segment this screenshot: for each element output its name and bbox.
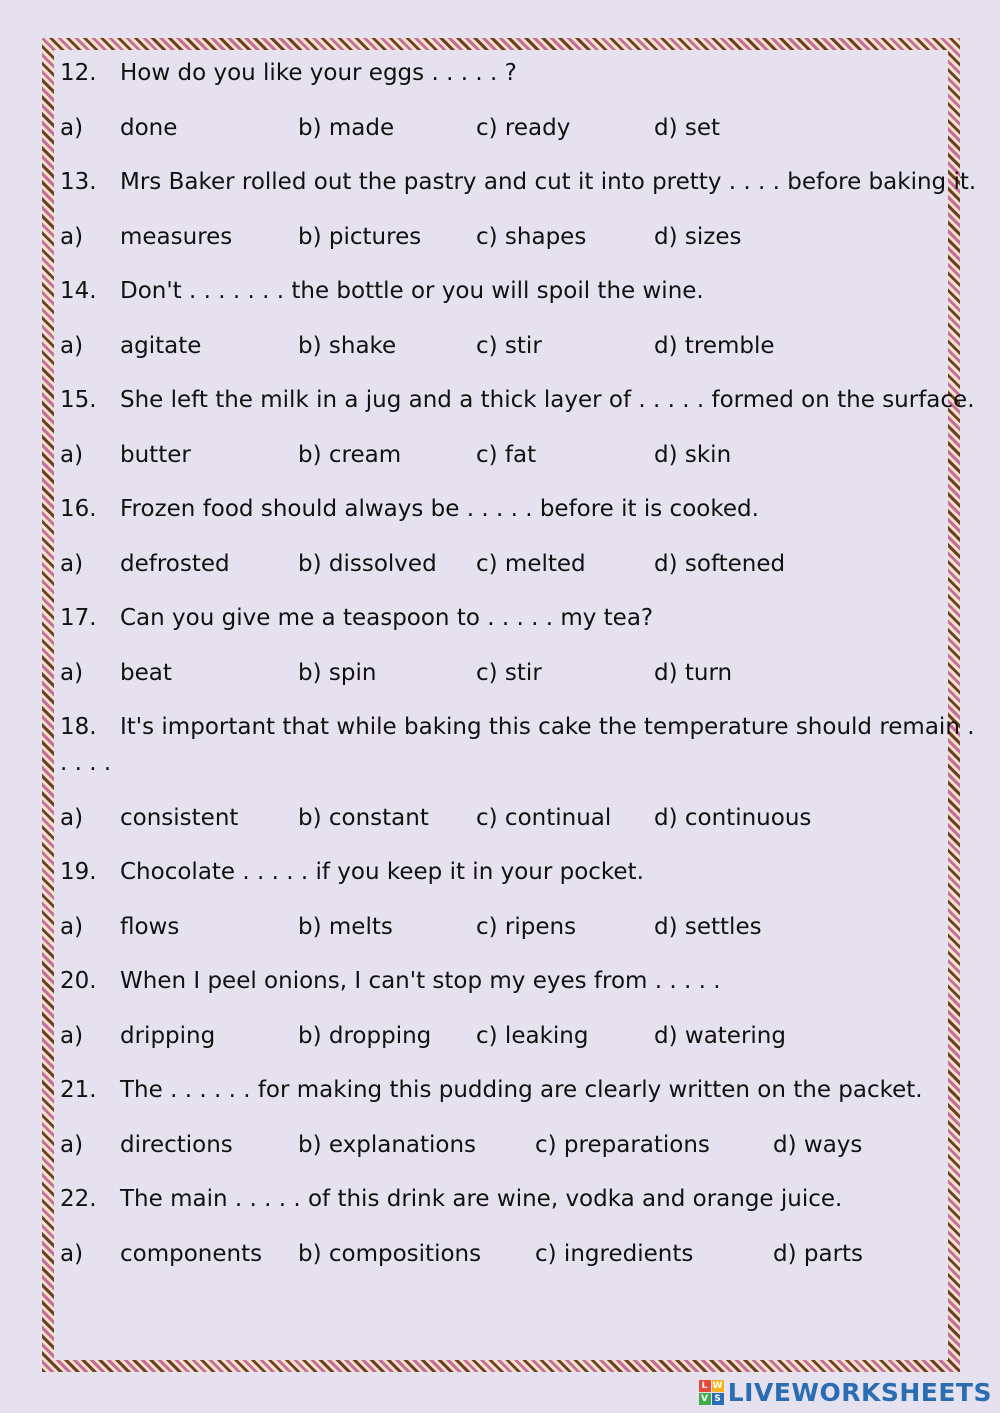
answer-options-21 (60, 1130, 940, 1160)
answer-options-12 (60, 113, 940, 143)
option-c[interactable]: c) stir (476, 332, 542, 359)
option-b[interactable]: b) made (298, 114, 395, 141)
option-d[interactable]: d) turn (654, 659, 733, 686)
liveworksheets-logo[interactable] (699, 1378, 992, 1407)
answer-options-20 (60, 1021, 940, 1051)
question-19 (60, 857, 940, 887)
option-b[interactable]: b) spin (298, 659, 377, 686)
option-letter: a) (60, 1240, 84, 1267)
option-b[interactable]: b) dropping (298, 1022, 432, 1049)
option-letter: a) (60, 332, 84, 359)
answer-options-19 (60, 912, 940, 942)
option-d[interactable]: d) softened (654, 550, 786, 577)
option-a[interactable]: done (120, 114, 178, 141)
option-letter: a) (60, 223, 84, 250)
answer-options-15 (60, 440, 940, 470)
question-number: 18. (60, 714, 97, 740)
option-d[interactable]: d) parts (773, 1240, 864, 1267)
question-20 (60, 966, 940, 996)
option-letter: a) (60, 1131, 84, 1158)
option-c[interactable]: c) preparations (535, 1131, 710, 1158)
question-12 (60, 58, 940, 88)
option-b[interactable]: b) pictures (298, 223, 422, 250)
option-letter: a) (60, 804, 84, 831)
question-text: Frozen food should always be . . . . . before it is cooked. (120, 496, 759, 522)
question-21 (60, 1075, 940, 1105)
question-number: 17. (60, 605, 97, 631)
option-d[interactable]: d) settles (654, 913, 762, 940)
question-text: Chocolate . . . . . if you keep it in your pocket. (120, 859, 644, 885)
answer-options-22 (60, 1239, 940, 1269)
option-d[interactable]: d) sizes (654, 223, 742, 250)
question-number: 13. (60, 169, 97, 195)
question-number: 12. (60, 60, 97, 86)
option-b[interactable]: b) cream (298, 441, 402, 468)
option-letter: a) (60, 659, 84, 686)
option-a[interactable]: measures (120, 223, 233, 250)
logo-mark-v: V (699, 1393, 711, 1405)
option-b[interactable]: b) melts (298, 913, 393, 940)
question-13 (60, 167, 977, 197)
option-letter: a) (60, 114, 84, 141)
question-15 (60, 385, 975, 415)
logo-mark-s: S (712, 1393, 724, 1405)
option-a[interactable]: directions (120, 1131, 233, 1158)
question-14 (60, 276, 940, 306)
question-number: 22. (60, 1186, 97, 1212)
answer-options-13 (60, 222, 940, 252)
logo-mark-icon (699, 1380, 724, 1405)
option-d[interactable]: d) set (654, 114, 721, 141)
answer-options-17 (60, 658, 940, 688)
question-16 (60, 494, 940, 524)
question-text: She left the milk in a jug and a thick layer of . . . . . formed on the surface. (120, 387, 975, 413)
option-b[interactable]: b) constant (298, 804, 429, 831)
option-letter: a) (60, 913, 84, 940)
question-number: 15. (60, 387, 97, 413)
option-a[interactable]: agitate (120, 332, 202, 359)
question-text-continued: . . . . (60, 750, 112, 776)
option-a[interactable]: flows (120, 913, 180, 940)
option-a[interactable]: consistent (120, 804, 239, 831)
option-d[interactable]: d) skin (654, 441, 732, 468)
question-text: Can you give me a teaspoon to . . . . . my tea? (120, 605, 654, 631)
option-d[interactable]: d) tremble (654, 332, 775, 359)
answer-options-14 (60, 331, 940, 361)
option-a[interactable]: defrosted (120, 550, 230, 577)
question-17 (60, 603, 940, 633)
option-letter: a) (60, 550, 84, 577)
option-c[interactable]: c) stir (476, 659, 542, 686)
logo-text: LIVEWORKSHEETS (727, 1378, 992, 1407)
option-c[interactable]: c) fat (476, 441, 537, 468)
option-a[interactable]: components (120, 1240, 263, 1267)
option-b[interactable]: b) compositions (298, 1240, 482, 1267)
question-22 (60, 1184, 940, 1214)
option-letter: a) (60, 441, 84, 468)
option-c[interactable]: c) shapes (476, 223, 587, 250)
worksheet-content (60, 58, 977, 1293)
option-c[interactable]: c) ingredients (535, 1240, 694, 1267)
option-c[interactable]: c) leaking (476, 1022, 589, 1049)
option-a[interactable]: beat (120, 659, 172, 686)
option-d[interactable]: d) watering (654, 1022, 786, 1049)
logo-mark-l: L (699, 1380, 711, 1392)
question-text: The . . . . . . for making this pudding are clearly written on the packet. (120, 1077, 923, 1103)
question-text: When I peel onions, I can't stop my eyes from . . . . . (120, 968, 721, 994)
question-number: 20. (60, 968, 97, 994)
logo-mark-w: W (712, 1381, 723, 1391)
question-text: The main . . . . . of this drink are wine, vodka and orange juice. (120, 1186, 843, 1212)
question-number: 14. (60, 278, 97, 304)
option-b[interactable]: b) dissolved (298, 550, 437, 577)
option-c[interactable]: c) ready (476, 114, 571, 141)
option-letter: a) (60, 1022, 84, 1049)
answer-options-18 (60, 803, 940, 833)
option-a[interactable]: dripping (120, 1022, 216, 1049)
option-b[interactable]: b) explanations (298, 1131, 477, 1158)
question-text: How do you like your eggs . . . . . ? (120, 60, 517, 86)
answer-options-16 (60, 549, 940, 579)
question-text: Don't . . . . . . . the bottle or you will spoil the wine. (120, 278, 704, 304)
question-text: It's important that while baking this cake the temperature should remain . (120, 714, 975, 740)
question-number: 19. (60, 859, 97, 885)
option-d[interactable]: d) continuous (654, 804, 812, 831)
option-c[interactable]: c) ripens (476, 913, 577, 940)
option-b[interactable]: b) shake (298, 332, 397, 359)
question-text: Mrs Baker rolled out the pastry and cut it into pretty . . . . before baking it. (120, 169, 977, 195)
question-number: 21. (60, 1077, 97, 1103)
option-c[interactable]: c) continual (476, 804, 612, 831)
option-c[interactable]: c) melted (476, 550, 586, 577)
question-18 (60, 712, 975, 778)
question-number: 16. (60, 496, 97, 522)
option-d[interactable]: d) ways (773, 1131, 863, 1158)
option-a[interactable]: butter (120, 441, 191, 468)
